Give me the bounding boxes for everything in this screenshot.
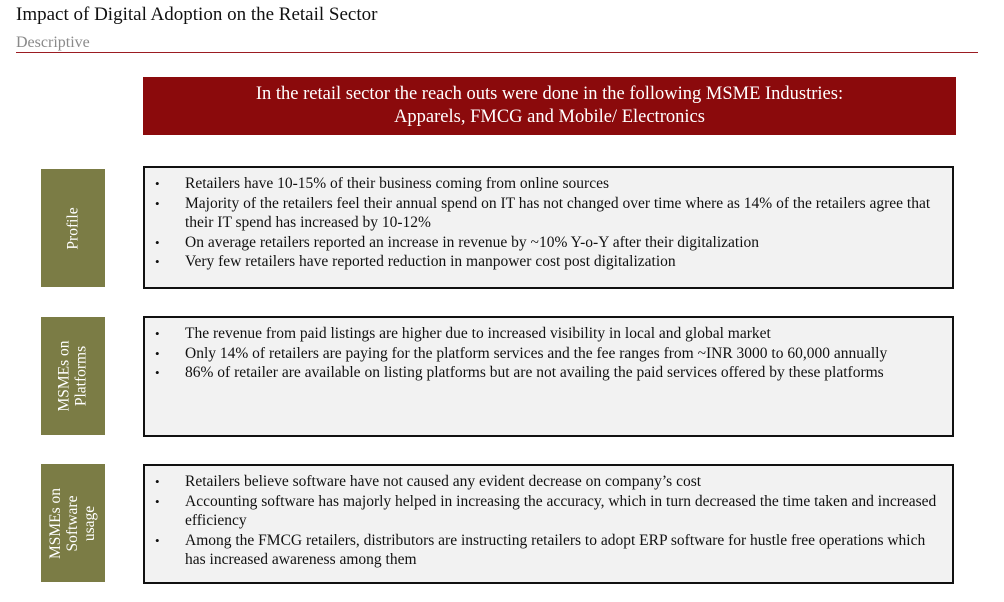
- header-divider: [16, 52, 978, 53]
- bullet-glyph: •: [155, 474, 160, 489]
- software-box: [143, 464, 954, 584]
- platforms-box: [143, 316, 954, 437]
- page-subtitle: Descriptive: [16, 34, 90, 51]
- bullet-glyph: •: [155, 234, 160, 250]
- bullet-glyph: •: [155, 493, 160, 509]
- list-item: • The revenue from paid listings are higher due to increased visibility in local and global market: [155, 325, 771, 342]
- profile-bullet-list: [153, 174, 940, 272]
- list-item: • Accounting software has majorly helped in increasing the accuracy, which in turn decreased the time taken and increased efficiency: [155, 492, 937, 529]
- bullet-glyph: •: [155, 326, 160, 341]
- tab-msmes-on-platforms: [41, 317, 105, 435]
- tab-msmes-on-software-usage: [41, 464, 105, 582]
- list-item: • Retailers have 10-15% of their business coming from online sources: [155, 175, 609, 192]
- list-item: • Only 14% of retailers are paying for the platform services and the fee ranges from ~INR 3000 to 60,000 annually: [155, 344, 888, 362]
- platforms-bullet-list: [153, 324, 940, 383]
- banner-line-1: In the retail sector the reach outs were done in the following MSME Industries:: [255, 84, 844, 104]
- profile-box: [143, 166, 954, 289]
- tab-profile: [41, 169, 105, 287]
- page-title: Impact of Digital Adoption on the Retail Sector: [16, 4, 378, 25]
- tab-platforms-label: MSMEs on Platforms: [56, 340, 90, 412]
- list-item: • On average retailers reported an increase in revenue by ~10% Y-o-Y after their digitalization: [155, 233, 760, 251]
- tab-software-label: MSMEs on Software usage: [47, 487, 99, 559]
- bullet-glyph: •: [155, 176, 160, 191]
- software-bullet-list: [153, 472, 940, 570]
- tab-profile-label: Profile: [64, 206, 82, 250]
- list-item: • Very few retailers have reported reduction in manpower cost post digitalization: [155, 253, 676, 270]
- list-item: • Retailers believe software have not caused any evident decrease on company’s cost: [155, 473, 702, 490]
- list-item: • 86% of retailer are available on listing platforms but are not availing the paid services offered by these platforms: [155, 364, 884, 381]
- bullet-glyph: •: [155, 254, 160, 269]
- bullet-glyph: •: [155, 195, 160, 211]
- banner-line-2: Apparels, FMCG and Mobile/ Electronics: [394, 107, 705, 127]
- list-item: • Majority of the retailers feel their annual spend on IT has not changed over time where as 14% of the retailers agree that their IT spend has increased by 10-12%: [155, 194, 931, 231]
- bullet-glyph: •: [155, 532, 160, 548]
- bullet-glyph: •: [155, 365, 160, 380]
- list-item: • Among the FMCG retailers, distributors are instructing retailers to adopt ERP software for hustle free operations which has increased awareness among them: [155, 531, 926, 568]
- industries-banner: [143, 77, 956, 135]
- bullet-glyph: •: [155, 345, 160, 361]
